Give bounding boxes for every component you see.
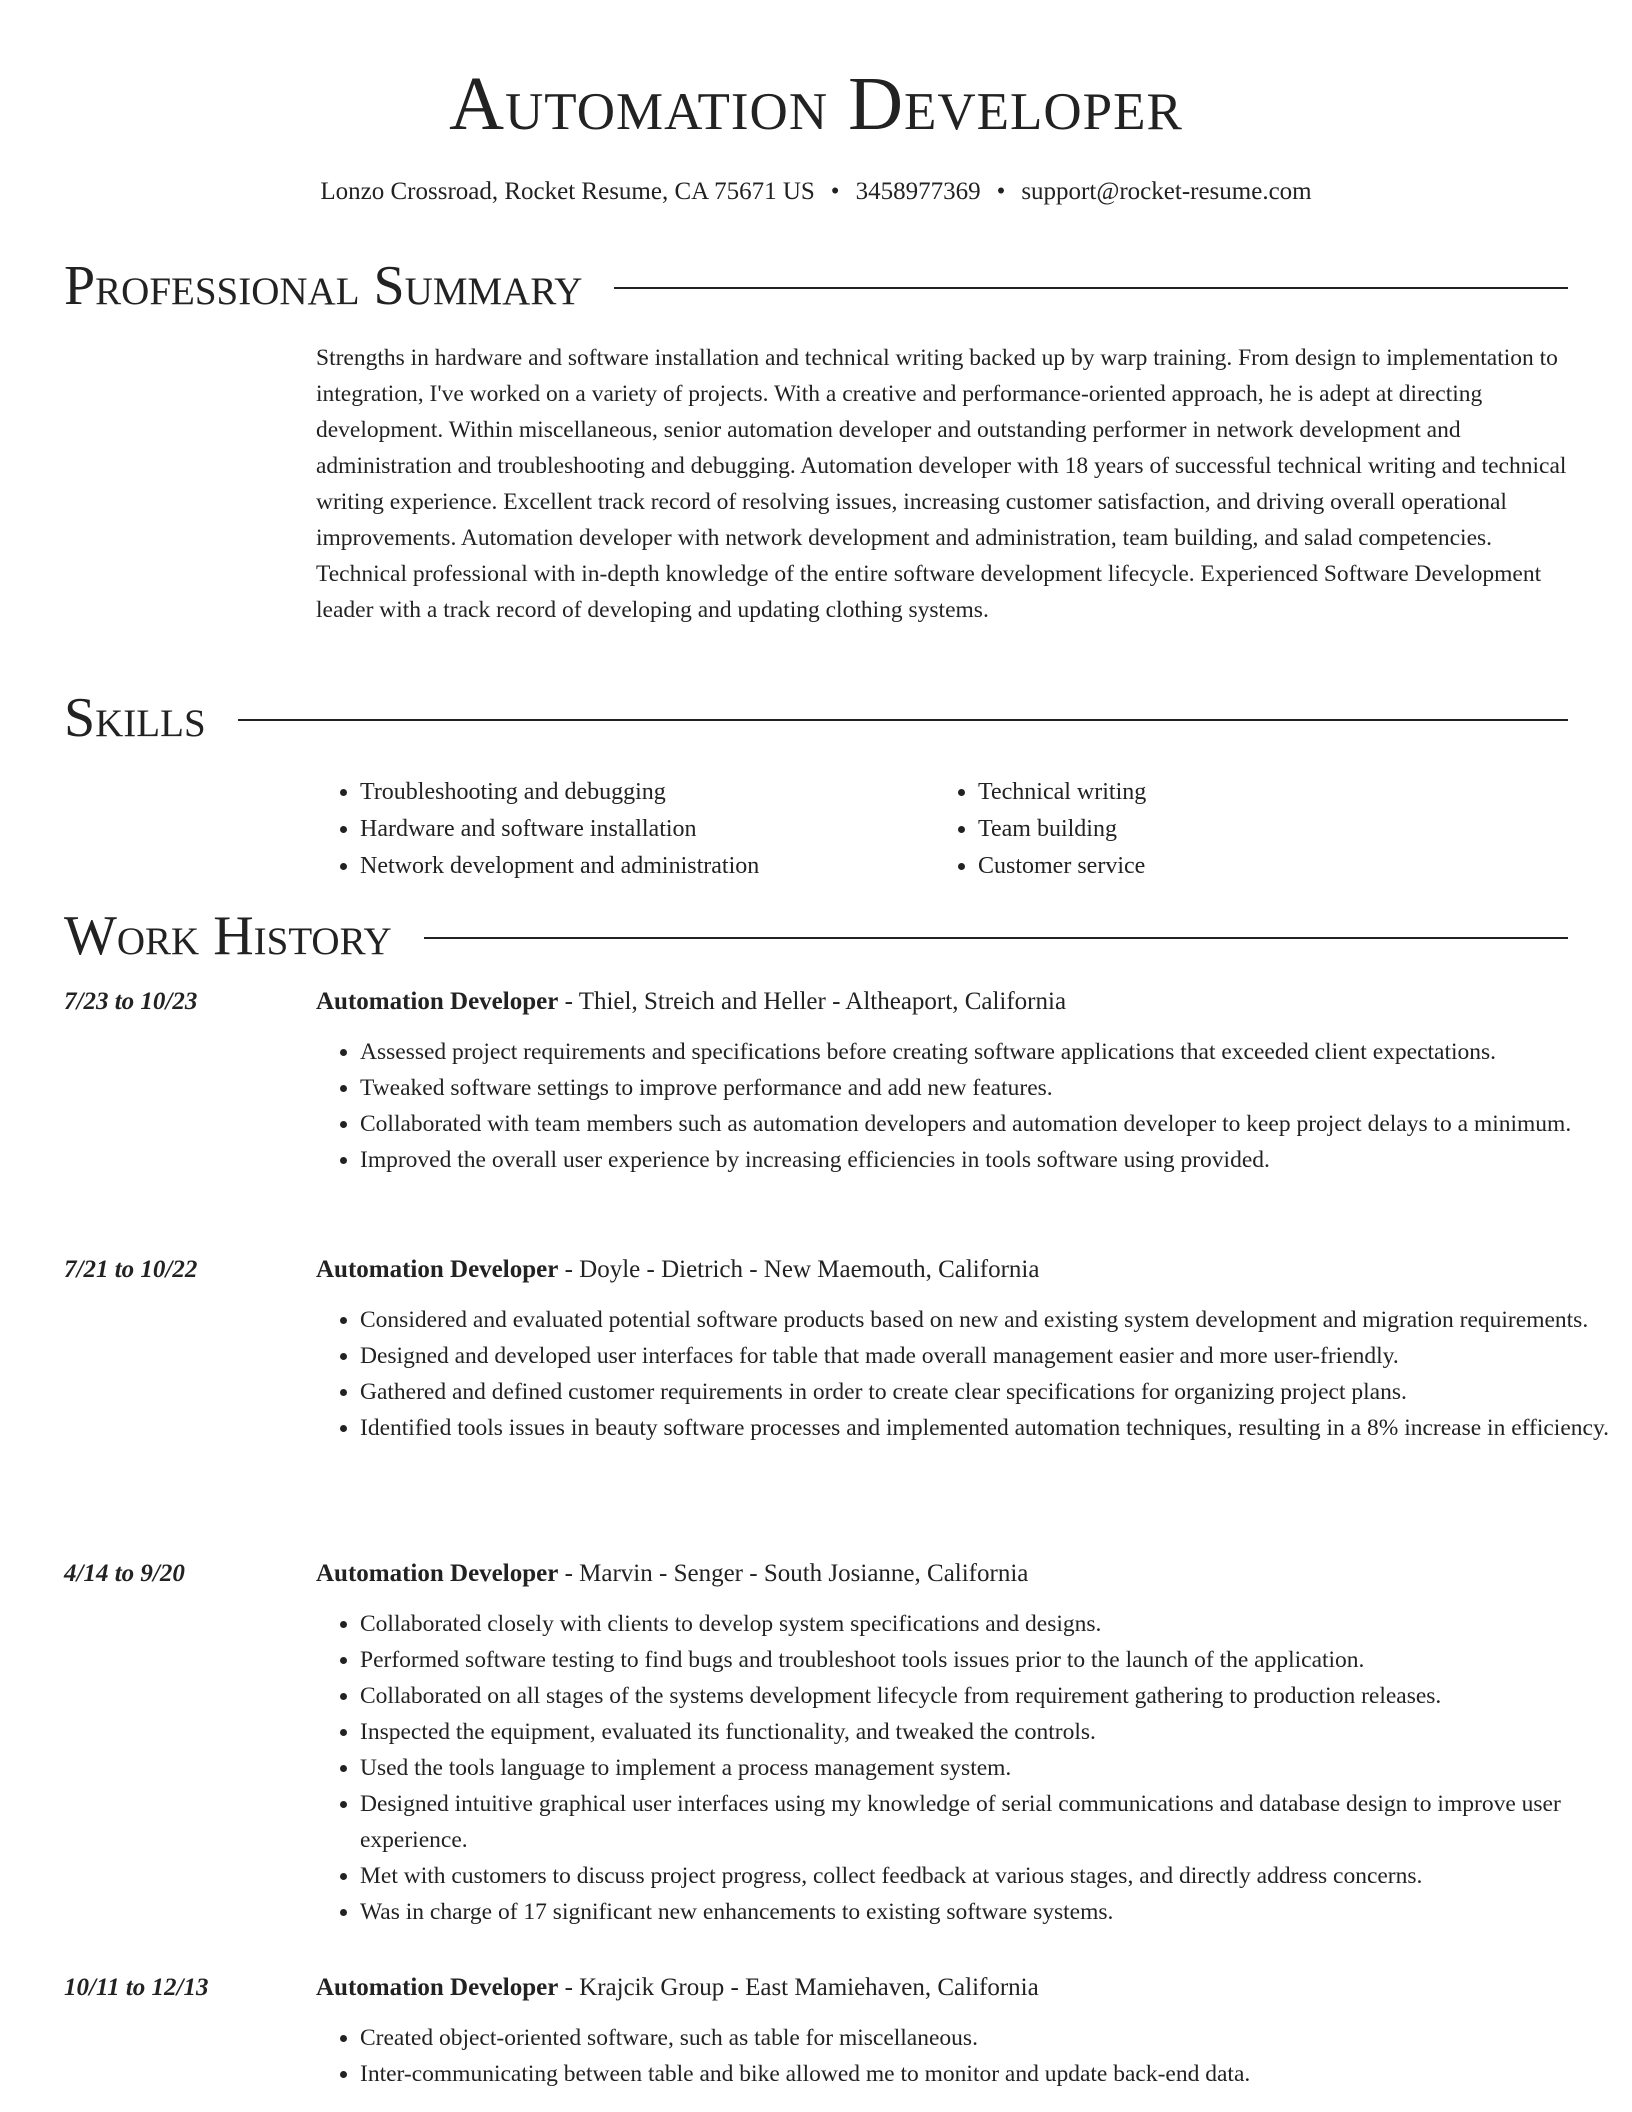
contact-line <box>0 176 1632 208</box>
section-divider <box>238 719 1568 721</box>
job-dates: 7/21 to 10/22 <box>64 1256 198 1283</box>
section-divider <box>614 287 1568 289</box>
job-bullet: • Designed and developed user interfaces for table that made overall management easier and more user-friendly. <box>360 1338 1620 1374</box>
job-bullet: • Created object-oriented software, such as table for miscellaneous. <box>360 2020 1620 2056</box>
summary-section-header <box>64 254 1568 318</box>
job-dates: 10/11 to 12/13 <box>64 1974 209 2001</box>
skill-item: • Troubleshooting and debugging <box>360 774 934 811</box>
job-bullet: • Collaborated with team members such as automation developers and automation developer to keep project delays to a minimum. <box>360 1106 1620 1142</box>
skill-item: • Customer service <box>978 848 1552 885</box>
work-section-title: Work History <box>64 905 392 967</box>
job-bullet: • Considered and evaluated potential software products based on new and existing system development and migration requirements. <box>360 1302 1620 1338</box>
job-bullet: • Inspected the equipment, evaluated its functionality, and tweaked the controls. <box>360 1714 1620 1750</box>
job-bullet: • Collaborated on all stages of the systems development lifecycle from requirement gathering to production releases. <box>360 1678 1620 1714</box>
skills-column-left <box>316 774 934 885</box>
job-bullet: • Met with customers to discuss project progress, collect feedback at various stages, and directly address concerns. <box>360 1858 1620 1894</box>
job-bullets <box>316 1606 1620 1930</box>
skills-list <box>316 774 1576 885</box>
contact-separator: • <box>996 178 1006 205</box>
job-heading <box>316 984 1066 1020</box>
skill-item: • Hardware and software installation <box>360 811 934 848</box>
job-heading <box>316 1556 1028 1592</box>
job-heading <box>316 1970 1039 2006</box>
job-bullets <box>316 1034 1620 1178</box>
summary-section-title: Professional Summary <box>64 255 583 317</box>
contact-email[interactable]: support@rocket-resume.com <box>1021 178 1312 205</box>
job-bullet: • Inter-communicating between table and bike allowed me to monitor and update back-end data. <box>360 2056 1620 2092</box>
job-bullet: • Tweaked software settings to improve performance and add new features. <box>360 1070 1620 1106</box>
job-employer: - Marvin - Senger - South Josianne, California <box>558 1560 1029 1587</box>
job-title: Automation Developer <box>316 1560 559 1587</box>
job-employer: - Doyle - Dietrich - New Maemouth, California <box>558 1256 1040 1283</box>
skill-item: • Technical writing <box>978 774 1552 811</box>
job-employer: - Krajcik Group - East Mamiehaven, California <box>558 1974 1039 2001</box>
skill-item: • Network development and administration <box>360 848 934 885</box>
job-employer: - Thiel, Streich and Heller - Altheaport, California <box>558 988 1067 1015</box>
job-bullet: • Collaborated closely with clients to develop system specifications and designs. <box>360 1606 1620 1642</box>
job-title: Automation Developer <box>316 1256 559 1283</box>
resume-title: Automation Developer <box>449 62 1183 146</box>
job-title: Automation Developer <box>316 1974 559 2001</box>
job-bullet: • Assessed project requirements and specifications before creating software applications that exceeded client expectations. <box>360 1034 1620 1070</box>
job-dates: 7/23 to 10/23 <box>64 988 198 1015</box>
job-heading <box>316 1252 1039 1288</box>
contact-separator: • <box>830 178 840 205</box>
job-bullet: • Was in charge of 17 significant new enhancements to existing software systems. <box>360 1894 1620 1930</box>
contact-phone[interactable]: 3458977369 <box>855 178 981 205</box>
job-bullet: • Used the tools language to implement a process management system. <box>360 1750 1620 1786</box>
section-divider <box>424 937 1568 939</box>
job-bullets <box>316 2020 1620 2092</box>
job-bullet: • Gathered and defined customer requirements in order to create clear specifications for organizing project plans. <box>360 1374 1620 1410</box>
skills-section-title: Skills <box>64 687 206 749</box>
contact-address: Lonzo Crossroad, Rocket Resume, CA 75671 US <box>320 178 815 205</box>
job-bullet: • Identified tools issues in beauty software processes and implemented automation techniques, resulting in a 8% increase in efficiency. <box>360 1410 1620 1446</box>
skills-section-header <box>64 686 1568 750</box>
job-bullet: • Improved the overall user experience by increasing efficiencies in tools software using provided. <box>360 1142 1620 1178</box>
skills-column-right <box>934 774 1552 885</box>
job-bullets <box>316 1302 1620 1446</box>
summary-text: Strengths in hardware and software installation and technical writing backed up by warp training. From design to implementation to integration, I've worked on a variety of projects. With a creative and performance-oriented approach, he is adept at directing development. Within miscellaneous, senior automation developer and outstanding performer in network development and administration and troubleshooting and debugging. Automation developer with 18 years of successful technical writing and technical writing experience. Excellent track record of resolving issues, increasing customer satisfaction, and driving overall operational improvements. Automation developer with network development and administration, team building, and salad competencies. Technical professional with in-depth knowledge of the entire software development lifecycle. Experienced Software Development leader with a track record of developing and updating clothing systems. <box>316 345 1567 623</box>
job-bullet: • Performed software testing to find bugs and troubleshoot tools issues prior to the launch of the application. <box>360 1642 1620 1678</box>
job-bullet: • Designed intuitive graphical user interfaces using my knowledge of serial communications and database design to improve user experience. <box>360 1786 1620 1858</box>
job-dates: 4/14 to 9/20 <box>64 1560 185 1587</box>
skill-item: • Team building <box>978 811 1552 848</box>
work-section-header <box>64 904 1568 968</box>
job-title: Automation Developer <box>316 988 559 1015</box>
